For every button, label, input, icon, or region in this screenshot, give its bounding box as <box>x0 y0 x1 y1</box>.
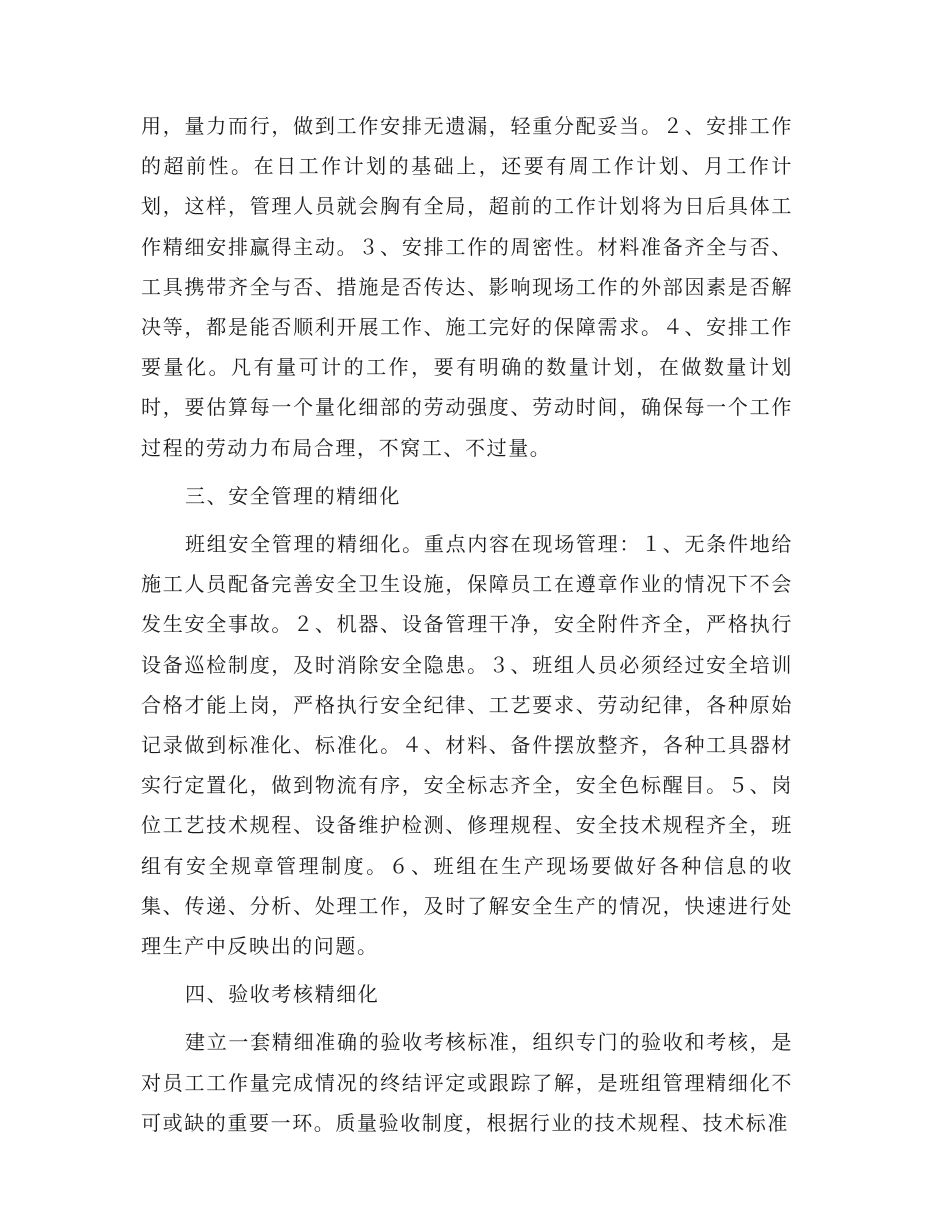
paragraph-safety-management: 班组安全管理的精细化。重点内容在现场管理：１、无条件地给施工人员配备完善安全卫生设施，保障员工在遵章作业的情况下不会发生安全事故。２、机器、设备管理干净，安全附件齐全，严格执行设备巡检制度，及时消除安全隐患。３、班组人员必须经过安全培训合格才能上岗，严格执行安全纪律、工艺要求、劳动纪律，各种原始记录做到标准化、标准化。４、材料、备件摆放整齐，各种工具器材实行定置化，做到物流有序，安全标志齐全，安全色标醒目。５、岗位工艺技术规程、设备维护检测、修理规程、安全技术规程齐全，班组有安全规章管理制度。６、班组在生产现场要做好各种信息的收集、传递、分析、处理工作，及时了解安全生产的情况，快速进行处理生产中反映出的问题。 <box>141 532 793 959</box>
paragraph-work-arrangement: 用，量力而行，做到工作安排无遗漏，轻重分配妥当。２、安排工作的超前性。在日工作计划的基础上，还要有周工作计划、月工作计划，这样，管理人员就会胸有全局，超前的工作计划将为日后具体工作精细安排赢得主动。３、安排工作的周密性。材料准备齐全与否、工具携带齐全与否、措施是否传达、影响现场工作的外部因素是否解决等，都是能否顺利开展工作、施工完好的保障需求。４、安排工作要量化。凡有量可计的工作，要有明确的数量计划，在做数量计划时，要估算每一个量化细部的劳动强度、劳动时间，确保每一个工作过程的劳动力布局合理，不窝工、不过量。 <box>141 114 793 460</box>
paragraph-acceptance-assessment: 建立一套精细准确的验收考核标准，组织专门的验收和考核，是对员工工作量完成情况的终结评定或跟踪了解，是班组管理精细化不可或缺的重要一环。质量验收制度，根据行业的技术规程、技术标准 <box>141 1030 793 1135</box>
section-heading-acceptance-assessment: 四、验收考核精细化 <box>185 982 380 1007</box>
document-body <box>141 106 793 1143</box>
section-heading-safety-management: 三、安全管理的精细化 <box>185 483 401 508</box>
